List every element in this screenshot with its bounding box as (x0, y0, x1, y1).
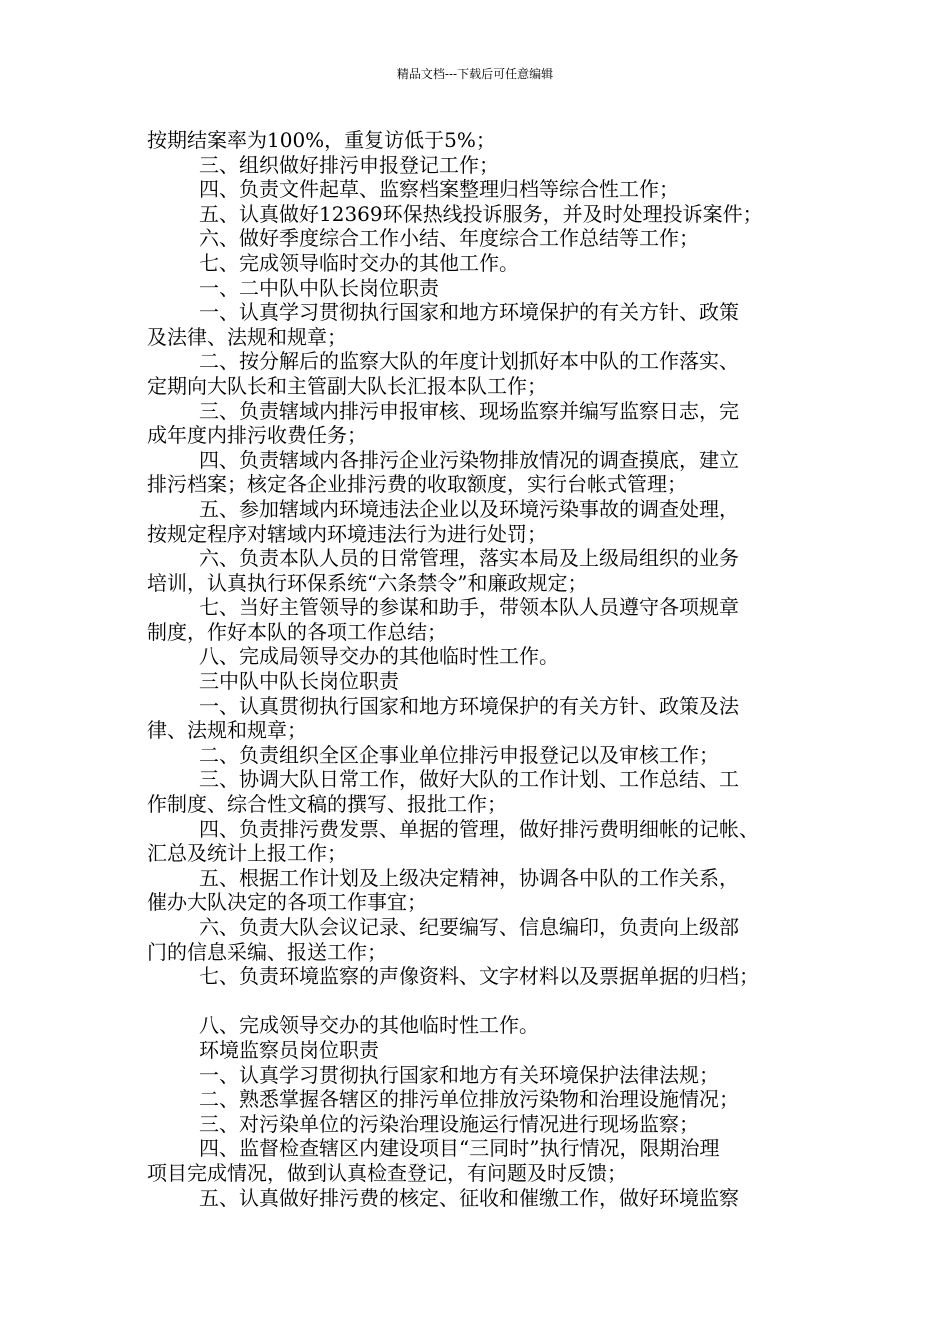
text-line: 五、参加辖域内环境违法企业以及环境污染事故的调查处理， (199, 496, 739, 521)
text-line: 六、负责大队会议记录、纪要编写、信息编印，负责向上级部 (199, 915, 739, 939)
text-line: 一、认真贯彻执行国家和地方环境保护的有关方针、政策及法 (199, 693, 739, 718)
text-line: 四、负责文件起草、监察档案整理归档等综合性工作； (199, 177, 679, 202)
text-line: 一、认真学习贯彻执行国家和地方环境保护的有关方针、政策 (199, 300, 739, 325)
text-line: 按期结案率为100%，重复访低于5%； (147, 128, 496, 152)
text-line: 六、做好季度综合工作小结、年度综合工作总结等工作； (199, 226, 699, 251)
text-line: 八、完成局领导交办的其他临时性工作。 (199, 644, 559, 669)
text-line: 四、负责辖域内各排污企业污染物排放情况的调查摸底，建立 (199, 447, 739, 472)
document-body (147, 128, 827, 1210)
text-line: 按规定程序对辖域内环境违法行为进行处罚； (147, 521, 547, 546)
text-line: 三、对污染单位的污染治理设施运行情况进行现场监察； (199, 1111, 699, 1136)
text-line: 汇总及统计上报工作； (147, 841, 347, 866)
text-line: 七、当好主管领导的参谋和助手，带领本队人员遵守各项规章 (199, 595, 739, 620)
text-line: 作制度、综合性文稿的撰写、报批工作； (147, 792, 507, 817)
text-line: 及法律、法规和规章； (147, 324, 347, 349)
text-line: 五、根据工作计划及上级决定精神，协调各中队的工作关系， (199, 865, 739, 890)
text-line: 项目完成情况，做到认真检查登记，有问题及时反馈； (147, 1160, 627, 1185)
text-line: 定期向大队长和主管副大队长汇报本队工作； (147, 373, 547, 398)
blank-line (147, 989, 827, 1014)
text-line: 成年度内排污收费任务； (147, 423, 367, 448)
text-line: 一、二中队中队长岗位职责 (199, 275, 439, 300)
text-line: 三中队中队长岗位职责 (199, 669, 399, 694)
text-line: 八、完成领导交办的其他临时性工作。 (199, 1013, 539, 1038)
text-line: 二、熟悉掌握各辖区的排污单位排放污染物和治理设施情况； (199, 1087, 739, 1112)
text-line: 一、认真学习贯彻执行国家和地方有关环境保护法律法规； (199, 1062, 719, 1087)
text-line: 门的信息采编、报送工作； (147, 939, 387, 964)
text-line: 四、负责排污费发票、单据的管理，做好排污费明细帐的记帐、 (199, 816, 759, 841)
text-line: 排污档案；核定各企业排污费的收取额度，实行台帐式管理； (147, 472, 687, 497)
text-line: 五、认真做好排污费的核定、征收和催缴工作，做好环境监察 (199, 1185, 739, 1210)
text-line: 三、负责辖域内排污申报审核、现场监察并编写监察日志，完 (199, 398, 739, 423)
text-line: 催办大队决定的各项工作事宜； (147, 890, 427, 915)
text-line: 六、负责本队人员的日常管理，落实本局及上级局组织的业务 (199, 546, 739, 571)
text-line: 二、负责组织全区企事业单位排污申报登记以及审核工作； (199, 742, 719, 767)
page-header: 精品文档---下载后可任意编辑 (396, 67, 554, 81)
text-line: 五、认真做好12369环保热线投诉服务，并及时处理投诉案件； (199, 201, 763, 226)
text-line: 七、负责环境监察的声像资料、文字材料以及票据单据的归档； (199, 964, 759, 989)
text-line: 三、组织做好排污申报登记工作； (199, 152, 499, 177)
text-line: 培训，认真执行环保系统“六条禁令”和廉政规定； (147, 570, 588, 595)
text-line: 环境监察员岗位职责 (199, 1037, 379, 1062)
text-line: 制度，作好本队的各项工作总结； (147, 619, 447, 644)
text-line: 七、完成领导临时交办的其他工作。 (199, 250, 519, 275)
text-line: 四、监督检查辖区内建设项目“三同时”执行情况，限期治理 (199, 1136, 720, 1161)
text-line: 律、法规和规章； (147, 718, 307, 743)
text-line: 三、协调大队日常工作，做好大队的工作计划、工作总结、工 (199, 767, 739, 792)
text-line: 二、按分解后的监察大队的年度计划抓好本中队的工作落实、 (199, 349, 739, 374)
